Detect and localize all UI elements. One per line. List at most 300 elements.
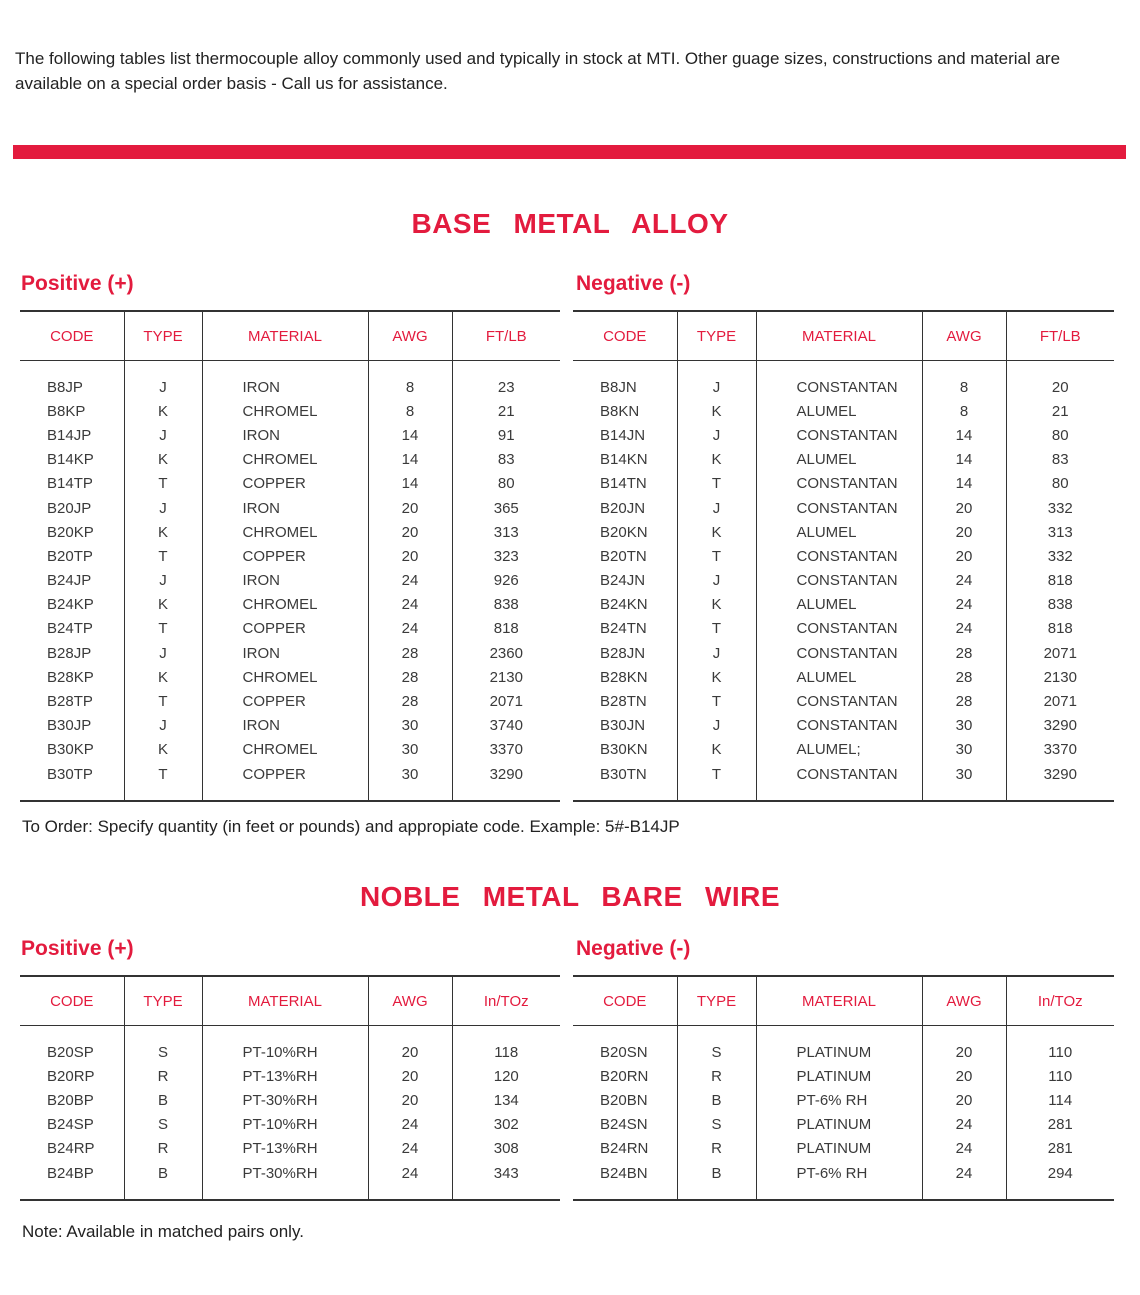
table-row [20,1161,560,1200]
cell-type: K [677,448,756,472]
cell-qty: 281 [1006,1137,1114,1161]
cell-material: CHROMEL [202,520,368,544]
table-row [20,520,560,544]
cell-code: B20JN [600,499,646,517]
cell-awg: 20 [368,544,452,568]
cell-awg: 24 [368,1113,452,1137]
noble-positive-title: Positive (+) [21,937,134,960]
cell-qty: 308 [452,1137,560,1161]
cell-type: S [124,1026,202,1065]
cell-code: B14TP [47,475,93,493]
cell-awg: 30 [922,714,1006,738]
cell-code: B20SN [600,1043,648,1061]
cell-awg: 8 [368,361,452,400]
cell-qty: 3290 [1006,714,1114,738]
cell-material: COPPER [202,472,368,496]
cell-type: T [677,762,756,801]
cell-qty: 2130 [1006,665,1114,689]
cell-awg: 24 [922,1161,1006,1200]
cell-qty: 83 [452,448,560,472]
cell-type: K [124,593,202,617]
cell-material: ALUMEL [756,399,922,423]
cell-code: B28KN [600,668,648,686]
cell-qty: 818 [452,617,560,641]
cell-type: K [124,520,202,544]
cell-type: B [677,1088,756,1112]
table-row [20,569,560,593]
column-header-type: TYPE [124,976,202,1026]
cell-qty: 83 [1006,448,1114,472]
cell-material: PT-6% RH [756,1088,922,1112]
cell-qty: 2071 [1006,641,1114,665]
cell-type: J [124,569,202,593]
cell-code: B24JN [600,572,646,590]
cell-code: B24SP [47,1116,94,1134]
cell-material: PT-13%RH [202,1137,368,1161]
cell-material: PT-6% RH [756,1161,922,1200]
table-row [20,472,560,496]
table-row [20,762,560,801]
noble-negative-table [573,975,1114,1201]
table-row [573,714,1114,738]
column-header-code: CODE [573,976,677,1026]
cell-code: B30JP [47,717,92,735]
table-row [573,617,1114,641]
table-row [20,1088,560,1112]
table-row [573,1113,1114,1137]
cell-awg: 30 [368,714,452,738]
column-header-code: CODE [573,311,677,361]
cell-code: B20JP [47,499,92,517]
cell-type: J [677,361,756,400]
cell-awg: 24 [922,569,1006,593]
cell-type: J [124,496,202,520]
cell-type: J [124,714,202,738]
cell-type: T [124,544,202,568]
column-header-material: MATERIAL [202,311,368,361]
cell-code: B20KP [47,523,94,541]
cell-awg: 20 [922,544,1006,568]
cell-code: B24JP [47,572,92,590]
table-row [573,762,1114,801]
column-header-qty: FT/LB [452,311,560,361]
cell-material: ALUMEL [756,665,922,689]
noble-section-title: NOBLE METAL BARE WIRE [359,881,781,912]
cell-material: PLATINUM [756,1113,922,1137]
cell-type: T [677,472,756,496]
table-row [573,641,1114,665]
cell-awg: 14 [922,423,1006,447]
cell-qty: 20 [1006,361,1114,400]
cell-qty: 110 [1006,1064,1114,1088]
column-header-code: CODE [20,976,124,1026]
cell-awg: 28 [922,689,1006,713]
cell-awg: 8 [922,361,1006,400]
cell-code: B20TN [600,547,647,565]
cell-type: R [124,1064,202,1088]
cell-material: IRON [202,361,368,400]
cell-awg: 20 [922,1088,1006,1112]
table-row [573,361,1114,400]
cell-code: B30KP [47,741,94,759]
cell-awg: 14 [368,448,452,472]
cell-type: K [677,520,756,544]
cell-type: K [124,738,202,762]
cell-type: S [124,1113,202,1137]
table-row [573,448,1114,472]
cell-awg: 20 [368,1026,452,1065]
column-header-type: TYPE [677,311,756,361]
cell-material: CHROMEL [202,738,368,762]
table-row [20,399,560,423]
table-row [573,544,1114,568]
cell-material: IRON [202,569,368,593]
cell-awg: 20 [922,520,1006,544]
column-header-type: TYPE [124,311,202,361]
cell-type: R [677,1137,756,1161]
cell-code: B28JP [47,644,92,662]
cell-type: J [677,423,756,447]
cell-qty: 281 [1006,1113,1114,1137]
cell-material: CONSTANTAN [756,569,922,593]
cell-awg: 24 [368,569,452,593]
cell-qty: 3370 [452,738,560,762]
cell-awg: 24 [922,593,1006,617]
cell-qty: 818 [1006,617,1114,641]
cell-material: COPPER [202,544,368,568]
table-row [20,593,560,617]
cell-awg: 24 [922,1113,1006,1137]
cell-awg: 20 [922,1026,1006,1065]
cell-material: PLATINUM [756,1137,922,1161]
cell-code: B8KN [600,402,640,420]
cell-material: PLATINUM [756,1026,922,1065]
cell-qty: 838 [1006,593,1114,617]
table-row [20,448,560,472]
cell-type: T [124,762,202,801]
table-row [20,544,560,568]
cell-qty: 2071 [452,689,560,713]
cell-type: J [124,361,202,400]
base-positive-table [20,310,560,802]
cell-material: CONSTANTAN [756,641,922,665]
column-header-qty: FT/LB [1006,311,1114,361]
cell-code: B14KP [47,451,94,469]
cell-material: ALUMEL [756,448,922,472]
cell-awg: 28 [368,641,452,665]
cell-awg: 24 [368,1137,452,1161]
cell-qty: 323 [452,544,560,568]
cell-material: CHROMEL [202,593,368,617]
table-row [20,1064,560,1088]
cell-qty: 2071 [1006,689,1114,713]
cell-type: T [124,617,202,641]
column-header-awg: AWG [922,311,1006,361]
cell-qty: 80 [452,472,560,496]
cell-type: B [124,1161,202,1200]
table-row [573,472,1114,496]
cell-code: B30KN [600,741,648,759]
table-row [20,361,560,400]
cell-material: PT-13%RH [202,1064,368,1088]
base-section-title: BASE METAL ALLOY [411,208,729,239]
cell-material: CONSTANTAN [756,544,922,568]
cell-awg: 14 [922,448,1006,472]
cell-type: K [124,448,202,472]
base-negative-title: Negative (-) [576,272,691,295]
column-header-code: CODE [20,311,124,361]
table-row [20,496,560,520]
cell-material: CONSTANTAN [756,762,922,801]
cell-material: COPPER [202,689,368,713]
cell-awg: 24 [368,617,452,641]
cell-awg: 30 [368,762,452,801]
table-row [20,714,560,738]
cell-material: ALUMEL [756,520,922,544]
cell-qty: 332 [1006,544,1114,568]
table-row [20,1026,560,1065]
cell-code: B24TP [47,620,93,638]
cell-qty: 818 [1006,569,1114,593]
base-negative-table [573,310,1114,802]
cell-qty: 80 [1006,423,1114,447]
cell-material: ALUMEL [756,593,922,617]
cell-qty: 114 [1006,1088,1114,1112]
cell-awg: 28 [368,665,452,689]
cell-material: PT-30%RH [202,1161,368,1200]
cell-qty: 3290 [1006,762,1114,801]
cell-material: COPPER [202,617,368,641]
cell-code: B30TN [573,762,677,801]
cell-qty: 80 [1006,472,1114,496]
cell-code: B14KN [600,451,648,469]
cell-material: CONSTANTAN [756,617,922,641]
table-row [20,641,560,665]
cell-type: J [677,496,756,520]
cell-awg: 20 [368,496,452,520]
cell-awg: 24 [922,1137,1006,1161]
table-row [20,617,560,641]
table-row [573,1064,1114,1088]
cell-qty: 3740 [452,714,560,738]
cell-qty: 21 [452,399,560,423]
cell-code: B24KN [600,596,648,614]
intro-paragraph: The following tables list thermocouple alloy commonly used and typically in stock at MTI. Other guage sizes, constructions and material are available on a special order basis - Call us for assistance. [15,49,1061,93]
noble-positive-table [20,975,560,1201]
cell-material: CONSTANTAN [756,423,922,447]
cell-type: S [677,1113,756,1137]
cell-type: J [677,714,756,738]
cell-qty: 2130 [452,665,560,689]
cell-type: J [677,569,756,593]
cell-code: B20RP [47,1067,95,1085]
table-row [573,496,1114,520]
cell-qty: 313 [1006,520,1114,544]
column-header-material: MATERIAL [756,976,922,1026]
column-header-awg: AWG [922,976,1006,1026]
cell-type: R [124,1137,202,1161]
cell-code: B20SP [47,1043,94,1061]
cell-type: K [677,738,756,762]
cell-code: B14TN [600,475,647,493]
cell-type: T [677,617,756,641]
cell-code: B20RN [600,1067,649,1085]
cell-awg: 8 [368,399,452,423]
cell-material: PLATINUM [756,1064,922,1088]
cell-material: IRON [202,423,368,447]
table-row [573,689,1114,713]
order-note: To Order: Specify quantity (in feet or pounds) and appropiate code. Example: 5#-B14JP [22,817,680,836]
cell-awg: 30 [922,738,1006,762]
cell-code: B14JP [47,426,92,444]
cell-qty: 134 [452,1088,560,1112]
cell-code: B20BP [47,1091,94,1109]
cell-code: B20KN [600,523,648,541]
cell-type: R [677,1064,756,1088]
cell-material: IRON [202,641,368,665]
cell-code: B28TP [47,693,93,711]
cell-type: B [677,1161,756,1200]
cell-qty: 838 [452,593,560,617]
cell-awg: 14 [922,472,1006,496]
cell-awg: 24 [922,617,1006,641]
cell-code: B28JN [600,644,646,662]
cell-code: B24BP [20,1161,124,1200]
matched-pairs-note: Note: Available in matched pairs only. [22,1222,304,1241]
table-row [20,423,560,447]
cell-code: B14JN [600,426,646,444]
table-row [573,399,1114,423]
cell-awg: 24 [368,593,452,617]
cell-code: B24RP [47,1140,95,1158]
cell-material: CONSTANTAN [756,472,922,496]
cell-material: CONSTANTAN [756,714,922,738]
cell-awg: 14 [368,472,452,496]
column-header-material: MATERIAL [756,311,922,361]
table-row [573,1088,1114,1112]
cell-type: T [124,472,202,496]
table-row [20,1137,560,1161]
cell-qty: 302 [452,1113,560,1137]
cell-code: B28KP [47,668,94,686]
cell-code: B24BN [573,1161,677,1200]
cell-type: K [677,593,756,617]
cell-qty: 2360 [452,641,560,665]
cell-awg: 20 [922,496,1006,520]
table-row [20,689,560,713]
cell-awg: 20 [922,1064,1006,1088]
cell-code: B30JN [600,717,646,735]
cell-material: PT-30%RH [202,1088,368,1112]
cell-qty: 110 [1006,1026,1114,1065]
cell-code: B24RN [600,1140,649,1158]
cell-qty: 118 [452,1026,560,1065]
cell-type: S [677,1026,756,1065]
cell-code: B8KP [47,402,86,420]
table-row [20,665,560,689]
cell-type: K [124,399,202,423]
red-divider-bar [13,145,1126,159]
cell-qty: 23 [452,361,560,400]
cell-awg: 20 [368,1064,452,1088]
cell-material: IRON [202,714,368,738]
base-positive-title: Positive (+) [21,272,134,295]
cell-code: B28TN [600,693,647,711]
cell-type: K [124,665,202,689]
cell-code: B8JN [600,378,637,396]
cell-qty: 365 [452,496,560,520]
cell-type: K [677,399,756,423]
cell-code: B8JP [47,378,83,396]
cell-material: CHROMEL [202,399,368,423]
table-row [573,1026,1114,1065]
cell-type: T [677,689,756,713]
table-row [573,569,1114,593]
cell-awg: 20 [368,520,452,544]
cell-qty: 294 [1006,1161,1114,1200]
cell-type: T [124,689,202,713]
table-row [573,593,1114,617]
cell-material: CHROMEL [202,665,368,689]
cell-awg: 28 [368,689,452,713]
table-row [573,1137,1114,1161]
cell-material: ALUMEL; [756,738,922,762]
cell-code: B20BN [600,1091,648,1109]
cell-awg: 14 [368,423,452,447]
cell-type: K [677,665,756,689]
cell-awg: 20 [368,1088,452,1112]
column-header-type: TYPE [677,976,756,1026]
cell-awg: 8 [922,399,1006,423]
cell-type: B [124,1088,202,1112]
cell-qty: 3370 [1006,738,1114,762]
cell-qty: 21 [1006,399,1114,423]
cell-material: CHROMEL [202,448,368,472]
cell-type: J [677,641,756,665]
cell-material: IRON [202,496,368,520]
cell-material: CONSTANTAN [756,496,922,520]
cell-qty: 332 [1006,496,1114,520]
column-header-qty: In/TOz [1006,976,1114,1026]
cell-code: B24SN [600,1116,648,1134]
cell-code: B24TN [600,620,647,638]
cell-awg: 24 [368,1161,452,1200]
cell-material: COPPER [202,762,368,801]
cell-qty: 343 [452,1161,560,1200]
cell-code: B20TP [47,547,93,565]
cell-awg: 30 [368,738,452,762]
cell-material: PT-10%RH [202,1113,368,1137]
table-row [573,1161,1114,1200]
cell-material: CONSTANTAN [756,361,922,400]
cell-type: T [677,544,756,568]
cell-qty: 3290 [452,762,560,801]
table-row [573,738,1114,762]
cell-awg: 28 [922,641,1006,665]
cell-awg: 30 [922,762,1006,801]
cell-code: B24KP [47,596,94,614]
cell-qty: 91 [452,423,560,447]
table-row [20,738,560,762]
cell-code: B30TP [20,762,124,801]
table-row [20,1113,560,1137]
column-header-material: MATERIAL [202,976,368,1026]
cell-material: PT-10%RH [202,1026,368,1065]
column-header-awg: AWG [368,976,452,1026]
column-header-awg: AWG [368,311,452,361]
cell-qty: 313 [452,520,560,544]
cell-qty: 926 [452,569,560,593]
